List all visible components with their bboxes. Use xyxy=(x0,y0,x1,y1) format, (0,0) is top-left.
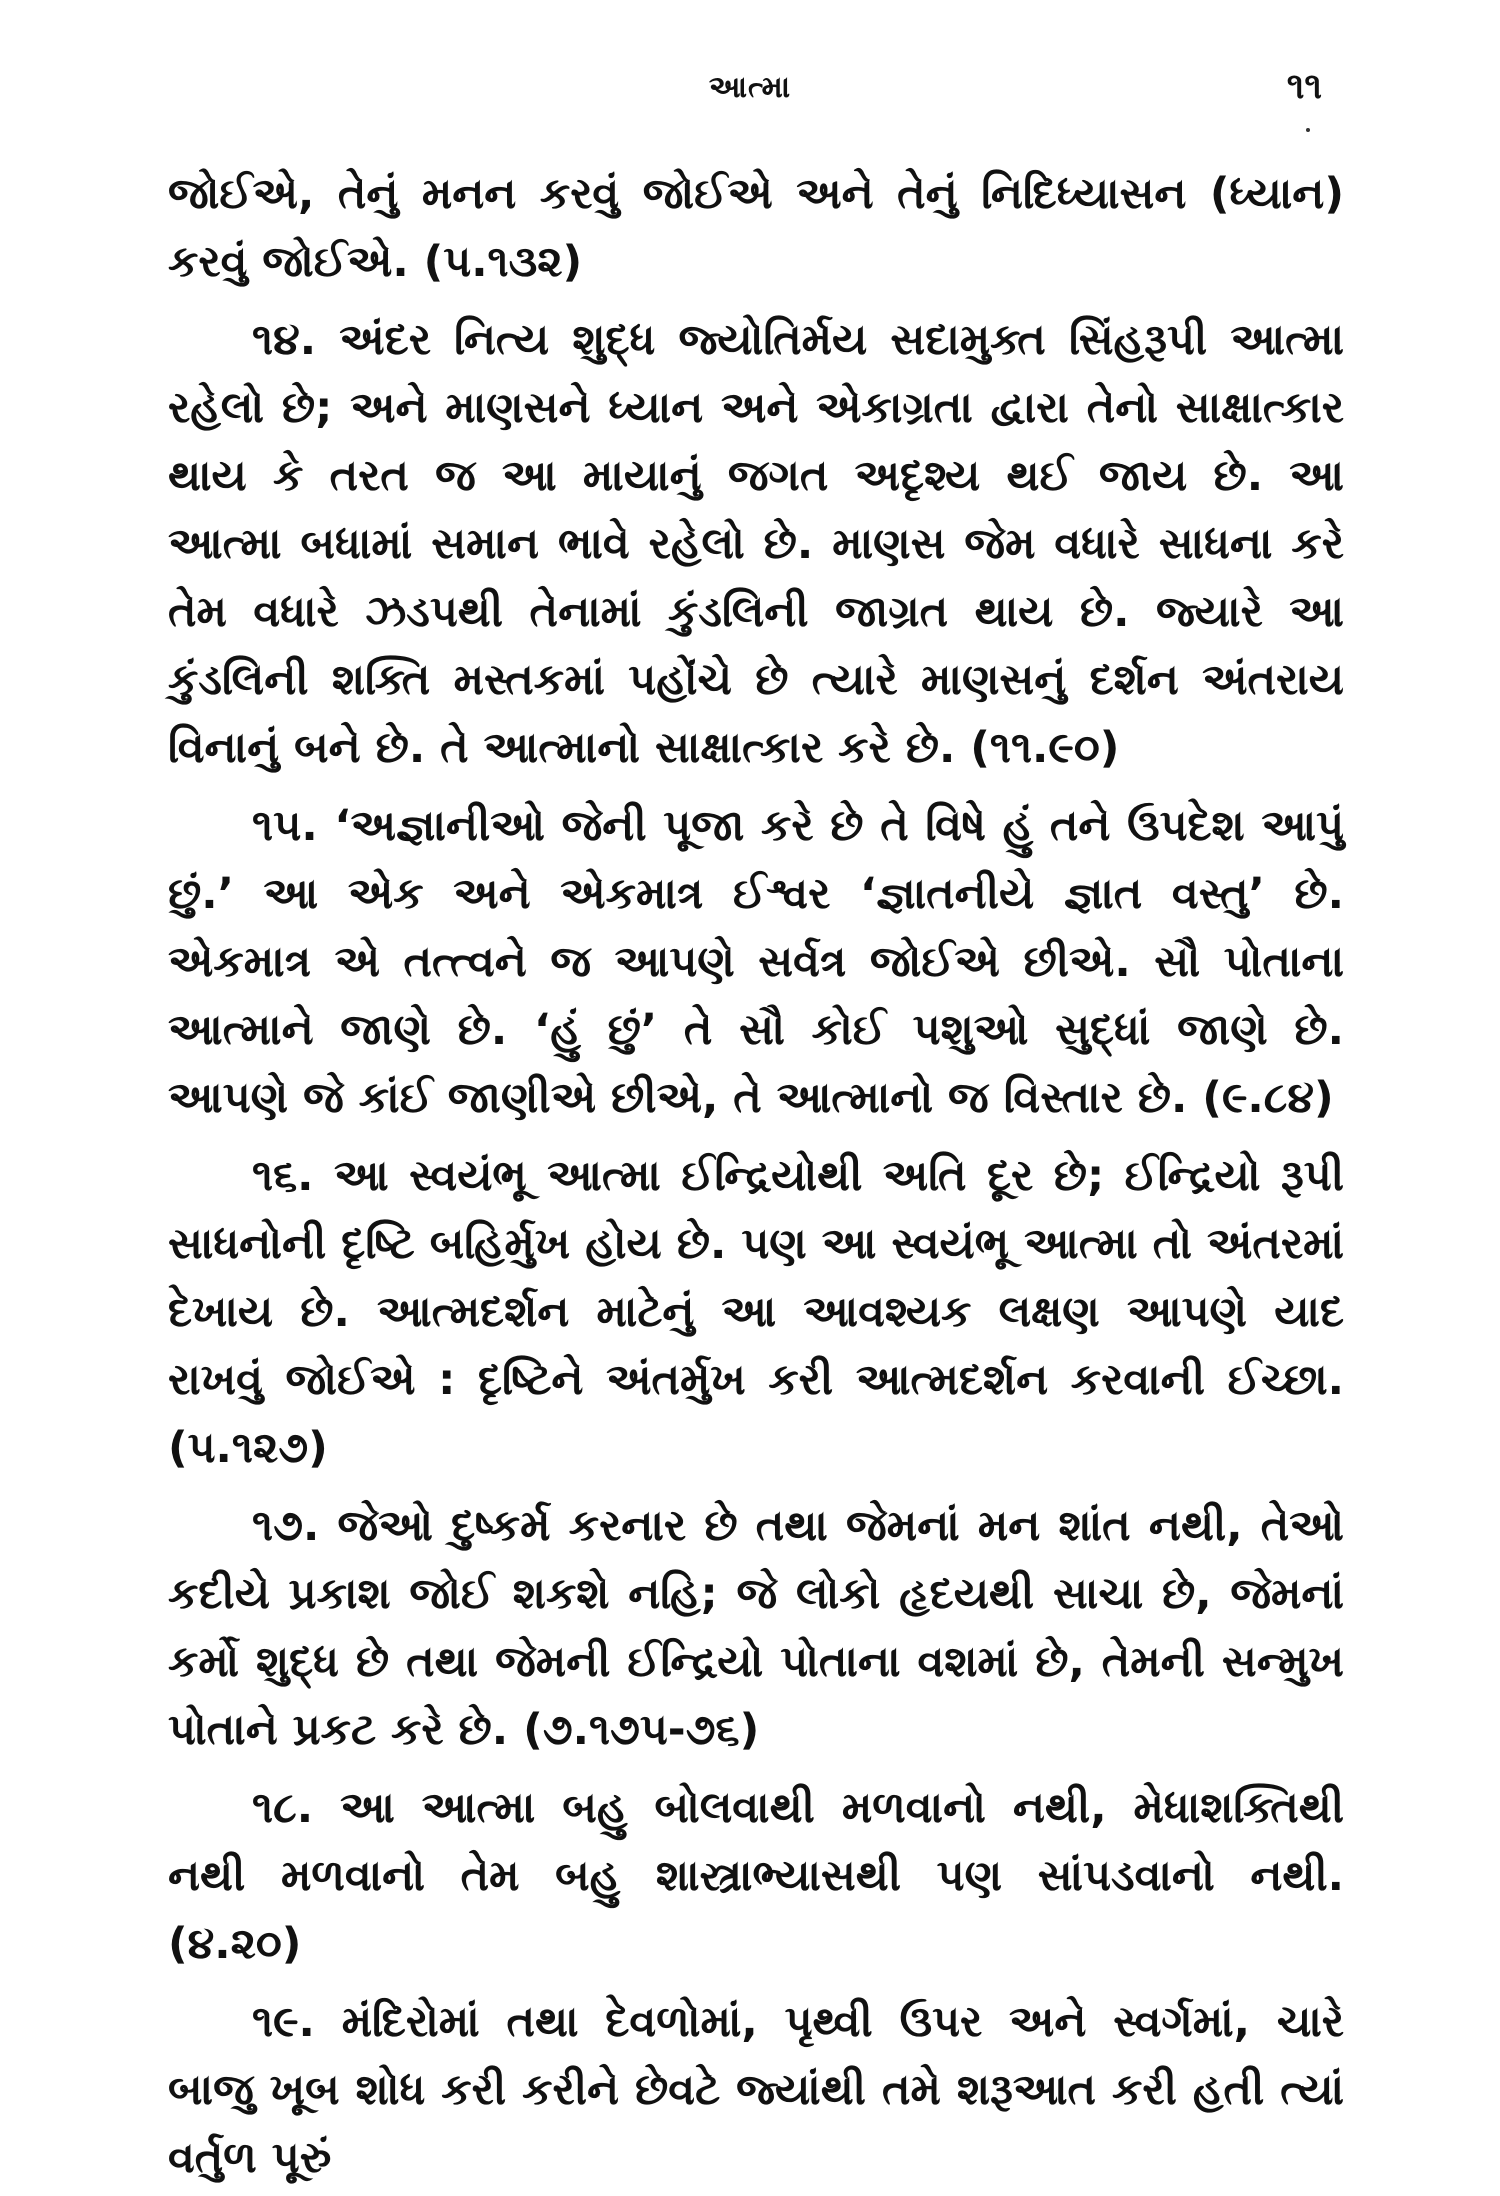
print-speck xyxy=(1306,128,1310,132)
body-text xyxy=(168,160,1344,2196)
page-number: ૧૧ xyxy=(1286,66,1322,107)
paragraph-17: ૧૭. જેઓ દુષ્કર્મ કરનાર છે તથા જેમનાં મન શાંત નથી, તેઓ કદીયે પ્રકાશ જોઈ શકશે નહિ; જે લોકો હૃદયથી સાચા છે, જેમનાં કર્મો શુદ્ધ છે તથા જેમની ઈન્દ્રિયો પોતાના વશમાં છે, તેમની સન્મુખ પોતાને પ્રકટ કરે છે. (૭.૧૭પ-૭૬) xyxy=(168,1501,1344,1755)
paragraph-15: ૧૫. ‘અજ્ઞાનીઓ જેની પૂજા કરે છે તે વિષે હું તને ઉપદેશ આપું છું.’ આ એક અને એકમાત્ર ઈશ્વર ‘જ્ઞાતનીયે જ્ઞાત વસ્તુ’ છે. એકમાત્ર એ તત્ત્વને જ આપણે સર્વત્ર જોઈએ છીએ. સૌ પોતાના આત્માને જાણે છે. ‘હું છું’ તે સૌ કોઈ પશુઓ સુદ્ધાં જાણે છે. આપણે જે કાંઈ જાણીએ છીએ, તે આત્માનો જ વિસ્તાર છે. (૯.૮૪) xyxy=(168,801,1344,1123)
paragraph-14: ૧૪. અંદર નિત્ય શુદ્ધ જ્યોતિર્મય સદામુક્ત સિંહરૂપી આત્મા રહેલો છે; અને માણસને ધ્યાન અને એકાગ્રતા દ્વારા તેનો સાક્ષાત્કાર થાય કે તરત જ આ માયાનું જગત અદૃશ્ય થઈ જાય છે. આ આત્મા બધામાં સમાન ભાવે રહેલો છે. માણસ જેમ વધારે સાધના કરે તેમ વધારે ઝડપથી તેનામાં કુંડલિની જાગ્રત થાય છે. જ્યારે આ કુંડલિની શક્તિ મસ્તકમાં પહોંચે છે ત્યારે માણસનું દર્શન અંતરાય વિનાનું બને છે. તે આત્માનો સાક્ષાત્કાર કરે છે. (૧૧.૯૦) xyxy=(168,315,1344,773)
paragraph-19: ૧૯. મંદિરોમાં તથા દેવળોમાં, પૃથ્વી ઉપર અને સ્વર્ગમાં, ચારે બાજુ ખૂબ શોધ કરી કરીને છેવટે જ્યાંથી તમે શરૂઆત કરી હતી ત્યાં વર્તુળ પૂરું xyxy=(168,1997,1344,2183)
paragraph-18: ૧૮. આ આત્મા બહુ બોલવાથી મળવાનો નથી, મેધાશક્તિથી નથી મળવાનો તેમ બહુ શાસ્ત્રાભ્યાસથી પણ સાંપડવાનો નથી. (૪.૨૦) xyxy=(168,1783,1344,1969)
running-title: આત્મા xyxy=(708,70,792,105)
paragraph-16: ૧૬. આ સ્વયંભૂ આત્મા ઈન્દ્રિયોથી અતિ દૂર છે; ઈન્દ્રિયો રૂપી સાધનોની દૃષ્ટિ બહિર્મુખ હોય છે. પણ આ સ્વયંભૂ આત્મા તો અંતરમાં દેખાય છે. આત્મદર્શન માટેનું આ આવશ્યક લક્ષણ આપણે યાદ રાખવું જોઈએ : દૃષ્ટિને અંતર્મુખ કરી આત્મદર્શન કરવાની ઈચ્છા. (પ.૧૨૭) xyxy=(168,1151,1344,1473)
paragraph-continuation: જોઈએ, તેનું મનન કરવું જોઈએ અને તેનું નિદિધ્યાસન (ધ્યાન) કરવું જોઈએ. (પ.૧૩૨) xyxy=(168,169,1344,287)
